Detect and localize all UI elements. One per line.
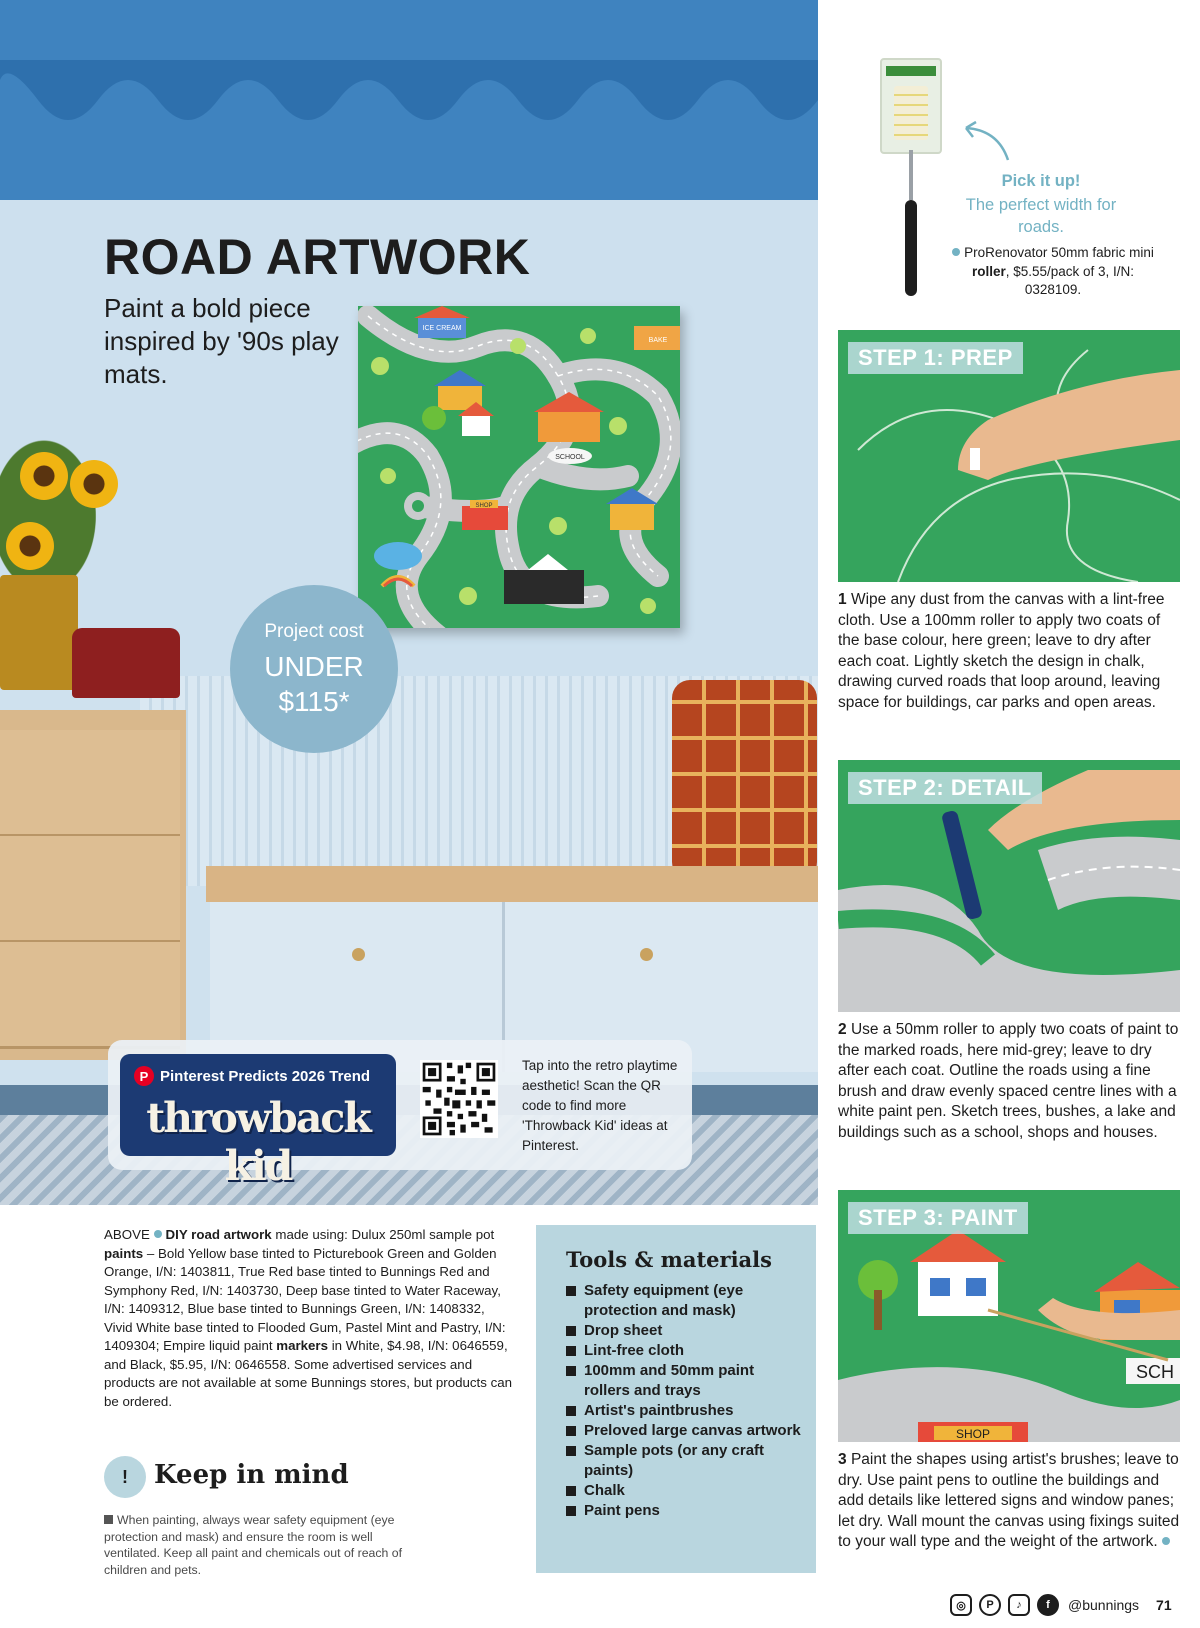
step-2-tag: STEP 2: DETAIL [848, 772, 1042, 804]
sideboard-drawer [0, 836, 180, 943]
tools-title: Tools & materials [566, 1247, 772, 1272]
instagram-icon[interactable]: ◎ [950, 1594, 972, 1616]
sunflower [70, 460, 118, 508]
list-item: Lint-free cloth [566, 1341, 804, 1361]
step-3-tag: STEP 3: PAINT [848, 1202, 1028, 1234]
step-1-text: 1 Wipe any dust from the canvas with a lint-free cloth. Use a 100mm roller to apply two coats of the base colour, here green; leave to dry after each coat. Lightly sketch the design in chalk, drawing curved roads that loop around, leaving space for buildings, car parks and open areas. [838, 591, 1165, 711]
warning-tag-icon: ! [104, 1456, 146, 1498]
end-dot-icon [1162, 1537, 1170, 1545]
step-1-tag: STEP 1: PREP [848, 342, 1023, 374]
list-item: Chalk [566, 1481, 804, 1501]
footer [950, 1590, 1188, 1620]
cost-under: UNDER [264, 651, 364, 682]
pinterest-trend-banner[interactable] [120, 1054, 396, 1190]
sunflower [20, 452, 68, 500]
keep-in-mind-title: Keep in mind [154, 1460, 349, 1490]
page-title: ROAD ARTWORK [104, 229, 531, 285]
bullet-dot-icon [154, 1230, 162, 1238]
road-artwork-canvas [358, 306, 680, 628]
sideboard-drawer [0, 942, 180, 1049]
trend-name: throwback kid [146, 1094, 370, 1190]
cost-amount: $115* [278, 686, 350, 717]
social-handle[interactable]: @bunnings [1068, 1597, 1140, 1613]
sunflower [6, 522, 54, 570]
amber-vase [0, 575, 78, 690]
shop-sign-photo: SHOP [955, 1427, 991, 1441]
page-subtitle: Paint a bold piece inspired by '90s play mats. [104, 293, 339, 389]
red-lamp [72, 628, 180, 698]
list-item: Sample pots (or any craft paints) [566, 1441, 804, 1481]
pinterest-icon[interactable]: P [979, 1594, 1001, 1616]
curved-arrow-icon [958, 120, 1014, 166]
project-cost-badge [230, 585, 398, 753]
pinterest-trend-label: Pinterest Predicts 2026 Trend [160, 1067, 371, 1085]
pick-it-up-subtitle: The perfect width for roads. [965, 196, 1117, 236]
pinterest-promo [108, 1040, 692, 1190]
list-item: 100mm and 50mm paint rollers and trays [566, 1361, 804, 1401]
step-2-photo [838, 760, 1180, 1012]
plaid-cushion [672, 680, 817, 880]
roller-handle-image [902, 150, 920, 300]
ice-cream-sign: ICE CREAM [422, 325, 462, 332]
school-sign-photo: SCH [1136, 1362, 1175, 1382]
step-3-text: 3 Paint the shapes using artist's brushes; leave to dry. Use paint pens to outline the buildings and add details like lettered signs and window panes; let dry. Wall mount the canvas using fixings suited to your wall type and the weight of the artwork. [838, 1451, 1180, 1550]
canvas-shop-sign: SHOP [475, 503, 493, 509]
list-item: Paint pens [566, 1501, 804, 1521]
tiktok-icon[interactable]: ♪ [1008, 1594, 1030, 1616]
list-item: Preloved large canvas artwork [566, 1421, 804, 1441]
promo-text: Tap into the retro playtime aesthetic! Scan the QR code to find more 'Throwback Kid' ideas at Pinterest. [522, 1058, 678, 1153]
page-number: 71 [1156, 1597, 1172, 1613]
pinterest-logo-icon: P [134, 1066, 154, 1086]
sideboard-drawer [0, 730, 180, 837]
bullet-dot-icon [952, 248, 960, 256]
step-2-text: 2 Use a 50mm roller to apply two coats of paint to the marked roads, here mid-grey; leave to dry after each coat. Outline the roads using a fine brush and draw evenly spaced centre lines with a white paint pen. Sketch trees, bushes, a lake and buildings such as a school, shops and houses. [838, 1021, 1179, 1141]
product-note: ProRenovator 50mm fabric mini roller, $5.55/pack of 3, I/N: 0328109. [950, 244, 1156, 300]
school-sign: SCHOOL [555, 454, 585, 461]
tools-and-materials-box [536, 1225, 816, 1573]
above-caption: ABOVE DIY road artwork made using: Dulux 250ml sample pot paints – Bold Yellow base tinted to Picturebook Green and Golden Orange, I/N: 1403811, True Red base tinted to Bunnings Red and Symphony Red, I/N: 1403730, Deep base tinted to Water Raceway, I/N: 1409312, Blue base tinted to Bunnings Green, I/N: 1408332, Vivid White base tinted to Flooded Gum, Pastel Mint and Pastry, I/N: 1409304; Empire liquid paint markers in White, $4.98, I/N: 0646559, and Black, $5.95, I/N: 0646558. Some advertised services and products are not available at some Bunnings stores, but products can be ordered. [104, 1227, 513, 1409]
facebook-icon[interactable]: f [1037, 1594, 1059, 1616]
roller-pack-image [880, 58, 942, 154]
qr-code-icon[interactable] [420, 1060, 498, 1138]
pick-it-up-title: Pick it up! [1001, 172, 1081, 190]
keep-in-mind-text: When painting, always wear safety equipment (eye protection and mask) and ensure the room is well ventilated. Keep all paint and chemicals out of reach of children and pets. [104, 1512, 414, 1578]
step-1-photo [838, 330, 1180, 582]
bakery-sign: BAKE [648, 337, 668, 344]
tools-list [566, 1281, 804, 1521]
list-item: Drop sheet [566, 1321, 804, 1341]
list-item: Safety equipment (eye protection and mask) [566, 1281, 804, 1321]
timber-sideboard [0, 710, 186, 1060]
cabinet-knob [640, 948, 653, 961]
scalloped-shelf [0, 40, 818, 150]
cabinet-knob [352, 948, 365, 961]
cost-label: Project cost [264, 621, 364, 642]
step-3-photo [838, 1190, 1180, 1442]
list-item: Artist's paintbrushes [566, 1401, 804, 1421]
bench-seat-top [206, 866, 818, 902]
